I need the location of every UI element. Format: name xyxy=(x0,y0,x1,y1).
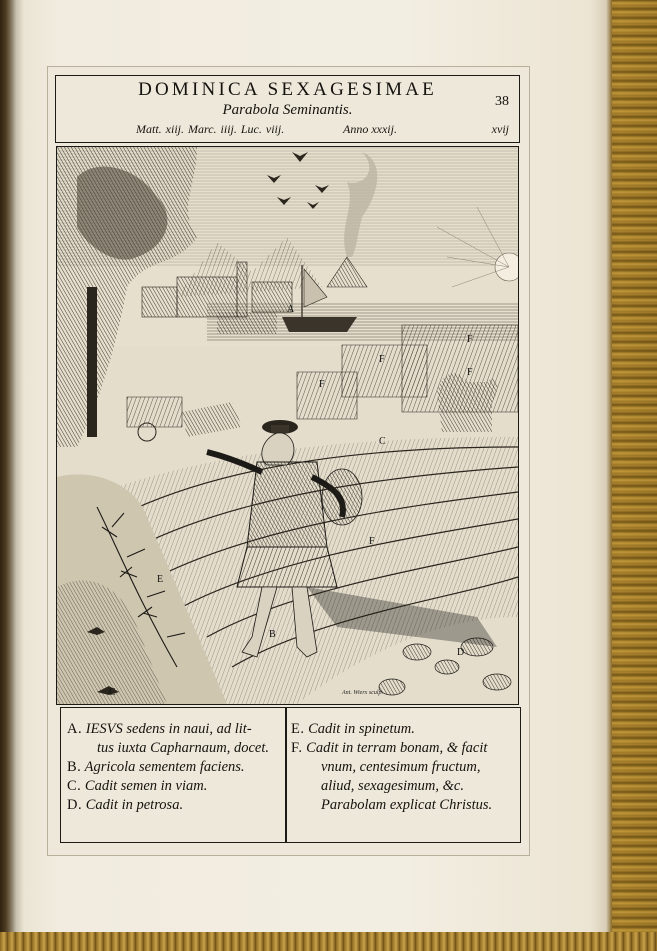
legend-text: Parabolam explicat Christus. xyxy=(321,797,493,813)
legend-item xyxy=(291,720,517,739)
parable-of-sower-illustration xyxy=(57,147,518,704)
legend-right-column xyxy=(291,720,517,815)
legend-text: vnum, centesimum fructum, xyxy=(321,759,481,775)
legend-label: F. xyxy=(291,740,303,756)
page-title: DOMINICA SEXAGESIMAE xyxy=(138,79,437,100)
legend-text: Cadit in spinetum. xyxy=(308,721,415,737)
legend-table xyxy=(60,707,521,843)
legend-text: aliud, sexagesimum, &c. xyxy=(321,778,464,794)
engraving-mark: F xyxy=(379,354,385,365)
legend-label: C. xyxy=(67,778,82,794)
engraving-image xyxy=(56,146,519,705)
engraving-mark: F xyxy=(369,536,375,547)
engraving-mark: D xyxy=(457,647,465,658)
title-cartouche xyxy=(55,75,520,143)
legend-text: Agricola sementem faciens. xyxy=(84,759,245,775)
legend-label: A. xyxy=(67,721,83,737)
roman-number: xvij xyxy=(491,122,509,136)
gilt-bottom-edge xyxy=(0,932,657,951)
plate-number: 38 xyxy=(495,94,509,109)
engraving-mark: F xyxy=(319,379,325,390)
gutter-shadow xyxy=(0,0,24,951)
engraving-mark: F xyxy=(467,367,473,378)
engraving-mark: E xyxy=(157,574,164,585)
legend-item xyxy=(67,720,281,758)
legend-text: tus iuxta Capharnaum, docet. xyxy=(97,740,269,756)
legend-item xyxy=(67,796,281,815)
legend-item xyxy=(67,758,281,777)
year-label: Anno xxxij. xyxy=(343,122,397,136)
legend-label: D. xyxy=(67,797,83,813)
legend-item xyxy=(291,739,517,815)
legend-label: B. xyxy=(67,759,82,775)
engraving-mark: A xyxy=(287,304,295,315)
legend-divider xyxy=(285,708,287,842)
legend-text: Cadit semen in viam. xyxy=(84,778,208,794)
legend-text: Cadit in terram bonam, & facit xyxy=(306,740,488,756)
legend-label: E. xyxy=(291,721,305,737)
legend-left-column xyxy=(67,720,281,815)
engraving-mark: F xyxy=(467,334,473,345)
legend-item xyxy=(67,777,281,796)
engraver-signature: Ant. Wierx sculp. xyxy=(342,690,383,696)
engraving-mark: C xyxy=(109,687,116,698)
engraving-mark: C xyxy=(379,436,386,447)
gilt-page-edge xyxy=(612,0,657,951)
scripture-references: Matt. xiij. Marc. iiij. Luc. viij. xyxy=(136,122,285,136)
legend-text: IESVS sedens in naui, ad lit- xyxy=(85,721,252,737)
engraving-mark: B xyxy=(269,629,276,640)
page-subtitle: Parabola Seminantis. xyxy=(222,102,353,118)
legend-text: Cadit in petrosa. xyxy=(85,797,184,813)
